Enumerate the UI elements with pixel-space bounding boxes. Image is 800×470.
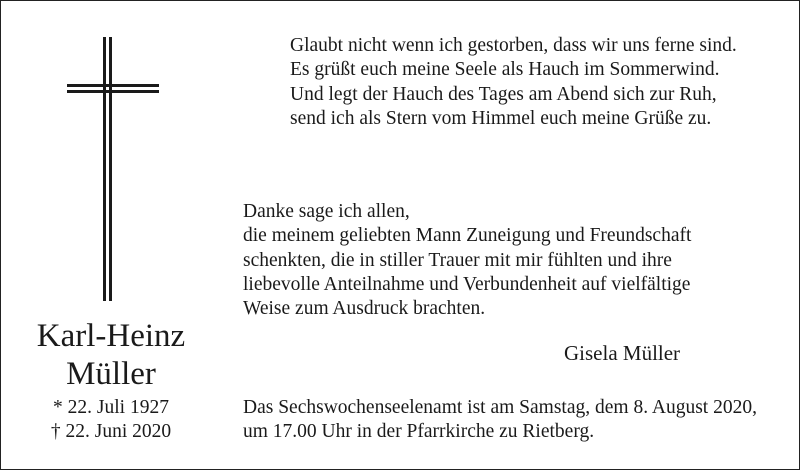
deceased-first-name: Karl-Heinz bbox=[36, 318, 186, 354]
poem bbox=[290, 34, 780, 131]
mass-notice bbox=[243, 396, 788, 444]
poem-line: send ich als Stern vom Himmel euch meine Grüße zu. bbox=[290, 107, 712, 129]
notice-line: um 17.00 Uhr in der Pfarrkirche zu Rietberg. bbox=[243, 421, 595, 442]
birth-date: * 22. Juli 1927 bbox=[53, 397, 169, 418]
thanks-line: Weise zum Ausdruck brachten. bbox=[243, 298, 486, 320]
notice-line: Das Sechswochenseelenamt ist am Samstag, dem 8. August 2020, bbox=[243, 397, 757, 418]
thanks-line: schenkten, die in stiller Trauer mit mir fühlten und ihre bbox=[243, 249, 672, 271]
poem-line: Und legt der Hauch des Tages am Abend sich zur Ruh, bbox=[290, 83, 717, 105]
poem-line: Es grüßt euch meine Seele als Hauch im Sommerwind. bbox=[290, 59, 720, 81]
deceased-name bbox=[16, 317, 206, 393]
poem-line: Glaubt nicht wenn ich gestorben, dass wir uns ferne sind. bbox=[290, 35, 737, 56]
thanks-line: die meinem geliebten Mann Zuneigung und Freundschaft bbox=[243, 225, 692, 247]
thanks-line: Danke sage ich allen, bbox=[243, 201, 410, 222]
thanks-line: liebevolle Anteilnahme und Verbundenheit auf vielfältige bbox=[243, 273, 691, 295]
thanks-text bbox=[243, 200, 783, 321]
life-dates bbox=[16, 396, 206, 444]
deceased-last-name: Müller bbox=[66, 356, 156, 392]
signer-name: Gisela Müller bbox=[564, 341, 681, 365]
death-date: † 22. Juni 2020 bbox=[50, 421, 172, 442]
